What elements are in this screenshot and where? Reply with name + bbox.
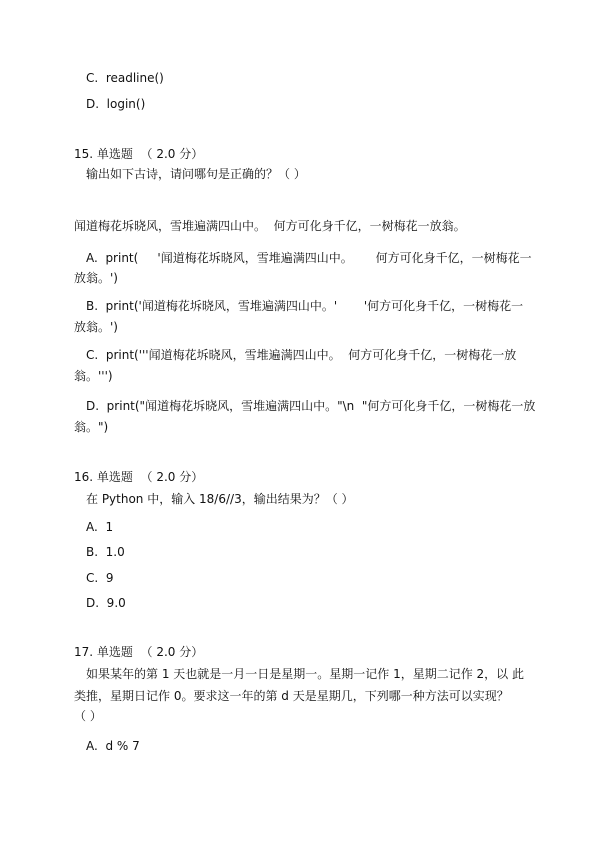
q16-option-c: C. 9 [86, 571, 114, 585]
option-c-readline: C. readline() [86, 71, 164, 85]
question-15-header: 15. 单选题 （ 2.0 分） [74, 147, 204, 161]
question-16-prompt: 在 Python 中，输入 18/6//3，输出结果为？（ ） [86, 492, 354, 506]
question-16-header: 16. 单选题 （ 2.0 分） [74, 470, 204, 484]
q16-option-d: D. 9.0 [86, 596, 126, 610]
q15-option-d-line1: D. print("闻道梅花坼晓风，雪堆遍满四山中。"\n "何方可化身千亿，一树梅花一放 [86, 399, 536, 413]
q16-option-b: B. 1.0 [86, 545, 125, 559]
option-d-login: D. login() [86, 97, 146, 111]
question-15-poem: 闻道梅花坼晓风，雪堆遍满四山中。 何方可化身千亿，一树梅花一放翁。 [74, 219, 466, 233]
question-15-prompt: 输出如下古诗，请问哪句是正确的？（ ） [86, 167, 306, 181]
q15-option-b-line1: B. print('闻道梅花坼晓风，雪堆遍满四山中。' '何方可化身千亿，一树梅花一 [86, 299, 524, 313]
question-17-prompt-line1: 如果某年的第 1 天也就是一月一日是星期一。星期一记作 1，星期二记作 2，以 此 [86, 667, 524, 681]
question-17-header: 17. 单选题 （ 2.0 分） [74, 645, 204, 659]
q15-option-d-line2: 翁。") [74, 420, 109, 434]
q15-option-c-line1: C. print('''闻道梅花坼晓风，雪堆遍满四山中。 何方可化身千亿，一树梅花一放 [86, 348, 517, 362]
q15-option-a-line1: A. print( '闻道梅花坼晓风，雪堆遍满四山中。 何方可化身千亿，一树梅花一 [86, 251, 532, 265]
q15-option-c-line2: 翁。''') [74, 369, 113, 383]
q16-option-a: A. 1 [86, 520, 114, 534]
q15-option-b-line2: 放翁。') [74, 320, 118, 334]
q15-option-a-line2: 放翁。') [74, 271, 118, 285]
question-17-prompt-line2: 类推，星期日记作 0。要求这一年的第 d 天是星期几，下列哪一种方法可以实现？ [74, 689, 509, 703]
question-17-prompt-line3: （ ） [74, 709, 102, 723]
q17-option-a: A. d % 7 [86, 739, 140, 753]
